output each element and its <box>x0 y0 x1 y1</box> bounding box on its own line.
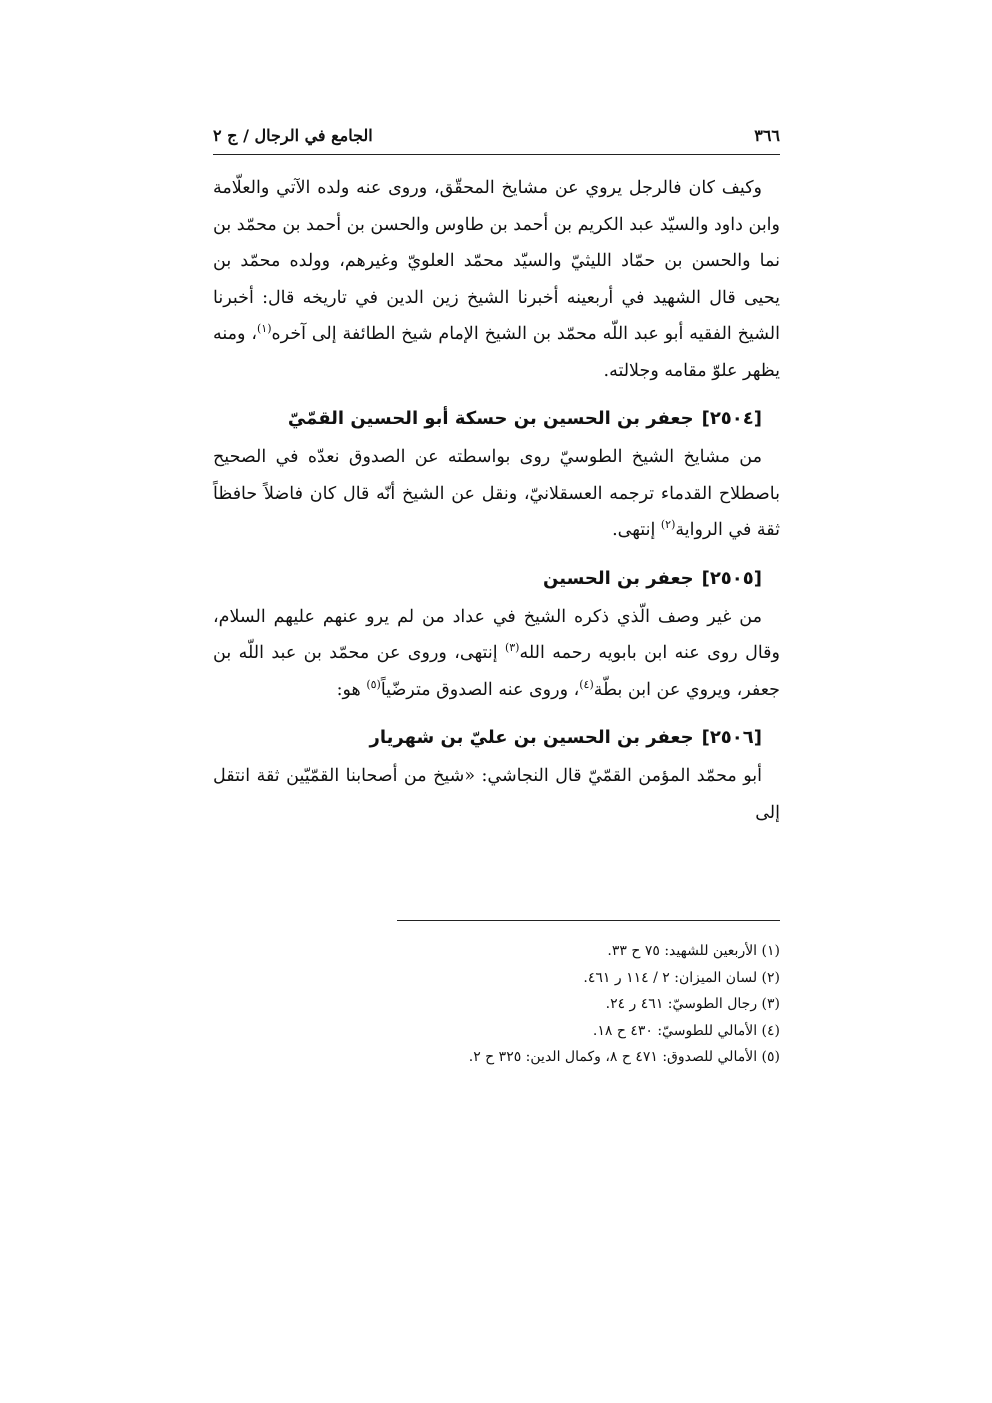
entry-text: من مشايخ الشيخ الطوسيّ روى بواسطته عن الصدوق نعدّه في الصحيح باصطلاح القدماء ترجمه العسقلانيّ، ونقل عن الشيخ أنّه قال كان فاضلاً حافظاً ثقة في الرواية <box>213 447 780 540</box>
book-title: الجامع في الرجال / ج ٢ <box>213 126 373 145</box>
entry-body-2504 <box>213 439 780 549</box>
entry-heading-2506 <box>213 720 780 756</box>
footnote-5: (٥) الأمالي للصدوق: ٤٧١ ح ٨، وكمال الدين: ٣٢٥ ح ٢. <box>468 1049 780 1065</box>
footnote-ref-2[interactable]: (٢) <box>660 518 676 532</box>
footnote-4: (٤) الأمالي للطوسيّ: ٤٣٠ ح ١٨. <box>592 1022 780 1039</box>
footnote-ref-4[interactable]: (٤) <box>579 677 594 691</box>
paragraph-text: وكيف كان فالرجل يروي عن مشايخ المحقّق، وروى عنه ولده الآتي والعلّامة وابن داود والسيّد عبد الكريم بن أحمد بن طاوس والحسن بن أحمد بن محمّد بن نما والحسن بن حمّاد الليثيّ والسيّد محمّد العلويّ وغيرهم، وولده محمّد بن يحيى قال الشهيد في أربعينه أخبرنا الشيخ زين الدين في تاريخه قال: أخبرنا الشيخ الفقيه أبو عبد اللّه محمّد بن الشيخ الإمام شيخ الطائفة إلى آخره <box>213 178 780 344</box>
entry-text: ، وروى عنه الصدوق مترضّياً <box>380 679 580 700</box>
book-page <box>213 120 780 1370</box>
footnote-1: (١) الأربعين للشهيد: ٧٥ ح ٣٣. <box>607 943 780 959</box>
entry-title: جعفر بن الحسين بن حسكة أبو الحسين القمّيّ <box>287 408 694 429</box>
footnote-ref-5[interactable]: (٥) <box>366 677 381 691</box>
entry-number: [٢٥٠٤] <box>701 408 762 429</box>
entry-title: جعفر بن الحسين بن عليّ بن شهريار <box>369 727 694 748</box>
entry-number: [٢٥٠٦] <box>701 727 762 748</box>
paragraph-text: ، ومنه يظهر علوّ مقامه وجلالته. <box>213 324 780 381</box>
entry-text: هو: <box>336 679 367 700</box>
main-text <box>213 170 780 831</box>
paragraph-continuation <box>213 170 780 389</box>
entry-title: جعفر بن الحسين <box>543 567 694 589</box>
footnotes <box>213 938 780 1071</box>
running-header <box>213 120 780 155</box>
entry-heading-2504 <box>213 401 780 437</box>
footnote-ref-1[interactable]: (١) <box>256 322 272 336</box>
footnote-divider <box>397 920 780 921</box>
page-number: ٣٦٦ <box>754 126 780 145</box>
entry-text: أبو محمّد المؤمن القمّيّ قال النجاشي: «شيخ من أصحابنا القمّيّين ثقة انتقل إلى <box>213 766 780 823</box>
entry-number: [٢٥٠٥] <box>701 567 762 589</box>
entry-text: من غير وصف الّذي ذكره الشيخ في عداد من لم يرو عنهم عليهم السلام، وقال روى عنه ابن بابويه رحمه الله <box>213 606 780 663</box>
entry-body-2505 <box>213 599 780 709</box>
footnote-ref-3[interactable]: (٣) <box>504 641 520 655</box>
entry-text: إنتهى. <box>612 520 661 540</box>
footnote-2: (٢) لسان الميزان: ٢ / ١١٤ ر ٤٦١. <box>583 969 780 986</box>
footnote-3: (٣) رجال الطوسيّ: ٤٦١ ر ٢٤. <box>605 996 780 1012</box>
entry-text: إنتهى، وروى عن محمّد بن عبد اللّه بن جعفر، ويروي عن ابن بطّة <box>213 643 780 700</box>
entry-body-2506 <box>213 758 780 831</box>
entry-heading-2505 <box>213 561 780 597</box>
